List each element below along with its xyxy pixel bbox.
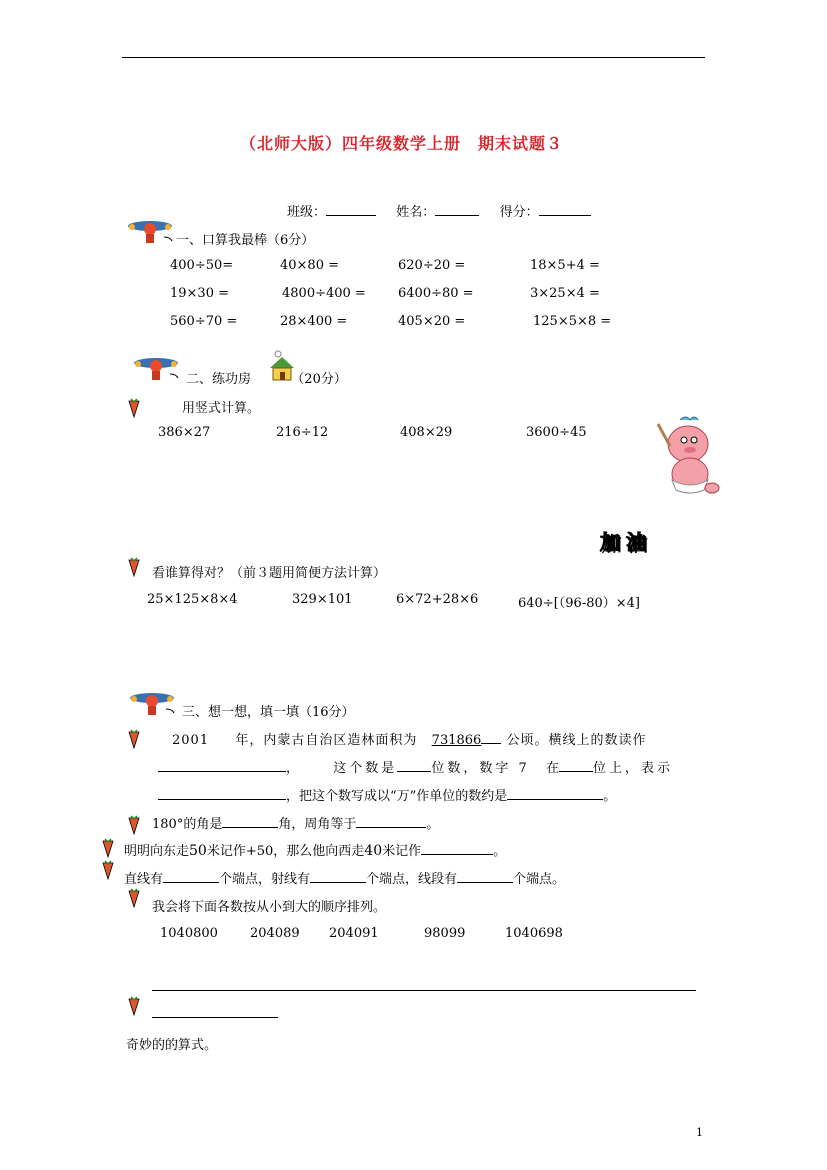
- header-rule: [122, 57, 705, 58]
- info-line: [287, 201, 591, 220]
- s1-item: 4800÷400 =: [282, 286, 366, 301]
- name-blank[interactable]: [435, 215, 479, 216]
- carrot-bullet-icon: [128, 815, 140, 835]
- s1-item: 40×80 =: [280, 258, 340, 273]
- q1-line1: [172, 729, 646, 748]
- q1-number: 731866: [431, 733, 482, 748]
- s2b-item: 640÷[（96-80）×4]: [518, 596, 640, 611]
- cartoon-mascot-icon: [126, 689, 178, 717]
- page-number: 1: [696, 1126, 703, 1139]
- s2-item: 216÷12: [276, 425, 329, 440]
- s2-item: 408×29: [400, 425, 453, 440]
- s1-item: 3×25×4 =: [530, 286, 600, 301]
- q5-answer-line[interactable]: [152, 990, 696, 991]
- q1-line2: ， 这个数是 位数，数字 7 在 位上，表示: [158, 757, 673, 776]
- q1-line3: ，把这个数写成以“万”作单位的数约是 。: [158, 785, 616, 804]
- section2-points: （20分）: [291, 372, 347, 387]
- q2-line: 180°的角是 角，周角等于 。: [152, 817, 440, 832]
- s1-item: 28×400 =: [280, 314, 348, 329]
- q5-number: 204089: [250, 926, 300, 941]
- q1-text2: 公顷。横线上的数读作: [506, 733, 647, 748]
- s1-item: 620÷20 =: [398, 258, 466, 273]
- q1-text1: 年，内蒙古自治区造林面积为: [235, 733, 418, 748]
- q3-blank[interactable]: [421, 854, 493, 855]
- q4-line-blank[interactable]: [163, 882, 219, 883]
- section2-heading: [186, 368, 347, 387]
- cartoon-baby-icon: [650, 414, 722, 496]
- q5-number: 98099: [424, 926, 466, 941]
- section1-heading: 一、口算我最棒（6分）: [176, 233, 315, 248]
- section2-heading-text: 二、练功房: [186, 372, 252, 387]
- class-blank[interactable]: [326, 215, 376, 216]
- s1-item: 19×30 =: [170, 286, 230, 301]
- s2b-item: 25×125×8×4: [147, 592, 238, 607]
- jiayou-label: 加油: [600, 530, 652, 554]
- q1-read-blank[interactable]: [158, 771, 286, 772]
- q3-line: 明明向东走50米记作+50，那么他向西走40米记作 。: [124, 843, 507, 859]
- carrot-bullet-icon: [102, 838, 114, 858]
- q1-digits-blank[interactable]: [397, 771, 431, 772]
- s2b-item: 329×101: [292, 592, 353, 607]
- s1-item: 560÷70 =: [170, 314, 238, 329]
- carrot-bullet-icon: [128, 557, 140, 577]
- q1-approx-blank[interactable]: [507, 799, 603, 800]
- name-label: 姓名：: [396, 205, 436, 220]
- s1-item: 18×5+4 =: [530, 258, 600, 273]
- carrot-bullet-icon: [128, 996, 140, 1016]
- s1-item: 400÷50=: [170, 258, 234, 273]
- q5-number: 1040698: [505, 926, 563, 941]
- q4-line: 直线有 个端点，射线有 个端点，线段有 个端点。: [124, 872, 566, 887]
- q6-text: 奇妙的的算式。: [126, 1038, 218, 1053]
- carrot-bullet-icon: [128, 729, 140, 749]
- page-title: （北师大版）四年级数学上册 期末试题３: [240, 134, 564, 153]
- section3-heading: 三、想一想，填一填（16分）: [182, 705, 355, 720]
- q1-place-blank[interactable]: [559, 771, 593, 772]
- s2-item: 3600÷45: [526, 425, 587, 440]
- cartoon-mascot-icon: [124, 217, 176, 245]
- cartoon-mascot-icon: [130, 354, 182, 382]
- q2-angle-blank[interactable]: [222, 827, 278, 828]
- class-label: 班级：: [287, 205, 327, 220]
- s1-item: 125×5×8 =: [533, 314, 612, 329]
- q5-title: 我会将下面各数按从小到大的顺序排列。: [152, 900, 387, 915]
- carrot-bullet-icon: [128, 398, 140, 418]
- q5-answer-line-2[interactable]: [152, 1017, 278, 1018]
- q4-segment-blank[interactable]: [457, 882, 513, 883]
- q2-full-blank[interactable]: [356, 827, 426, 828]
- sub2-title: 看谁算得对？（前３题用简便方法计算）: [152, 566, 387, 581]
- house-icon: [268, 350, 296, 382]
- s1-item: 6400÷80 =: [398, 286, 474, 301]
- q1-year: 2001: [172, 733, 210, 748]
- carrot-bullet-icon: [102, 860, 114, 880]
- carrot-bullet-icon: [128, 888, 140, 908]
- s2-item: 386×27: [158, 425, 211, 440]
- s2b-item: 6×72+28×6: [396, 592, 479, 607]
- q1-meaning-blank[interactable]: [158, 799, 286, 800]
- s1-item: 405×20 =: [398, 314, 466, 329]
- score-label: 得分：: [499, 205, 539, 220]
- q4-ray-blank[interactable]: [310, 882, 366, 883]
- q5-number: 204091: [329, 926, 379, 941]
- sub1-title: 用竖式计算。: [182, 401, 261, 416]
- score-blank[interactable]: [539, 215, 591, 216]
- q5-number: 1040800: [160, 926, 218, 941]
